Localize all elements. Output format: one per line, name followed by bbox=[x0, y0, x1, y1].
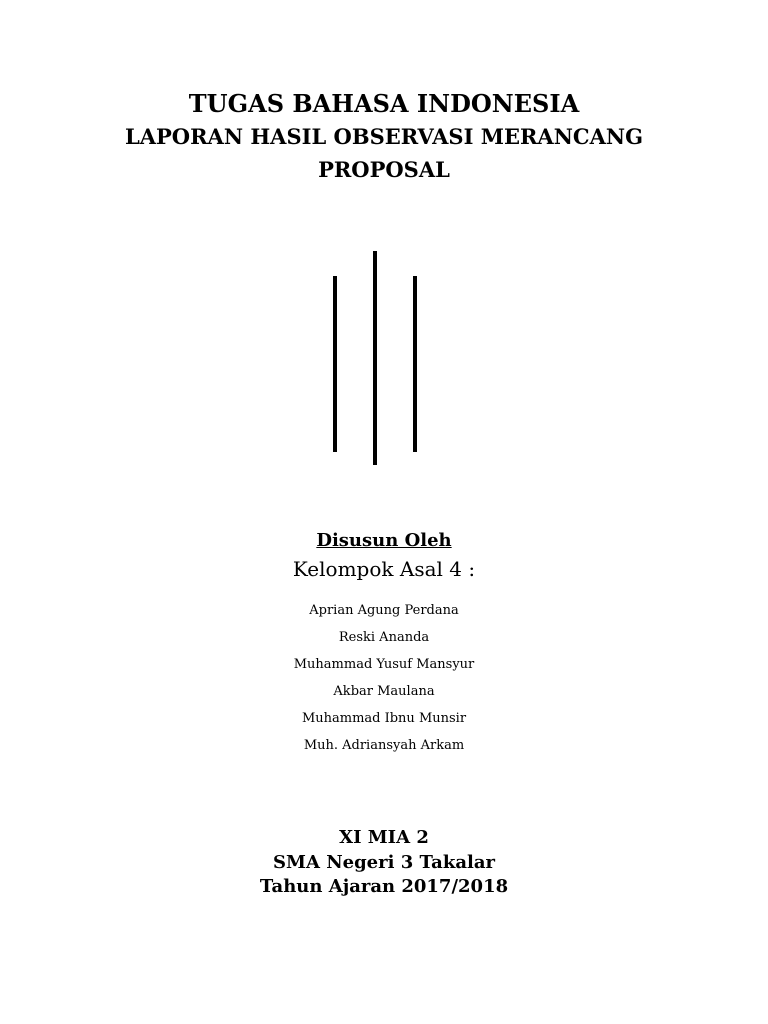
member-list bbox=[0, 600, 768, 762]
document-title: TUGAS BAHASA INDONESIA bbox=[188, 89, 580, 118]
list-item: Muh. Adriansyah Arkam bbox=[303, 738, 465, 753]
list-item: Reski Ananda bbox=[338, 630, 430, 645]
list-item: Akbar Maulana bbox=[333, 684, 435, 699]
list-item: Aprian Agung Perdana bbox=[309, 603, 459, 618]
document-subtitle-line1: LAPORAN HASIL OBSERVASI MERANCANG bbox=[124, 124, 644, 149]
school-name: SMA Negeri 3 Takalar bbox=[273, 852, 495, 873]
list-item: Muhammad Ibnu Munsir bbox=[301, 711, 467, 726]
logo-bar-middle bbox=[373, 251, 377, 465]
list-item: Muhammad Yusuf Mansyur bbox=[293, 657, 475, 672]
document-subtitle-line2: PROPOSAL bbox=[318, 157, 450, 182]
class-name: XI MIA 2 bbox=[339, 827, 429, 848]
compiled-by-label: Disusun Oleh bbox=[316, 530, 452, 551]
logo-bar-right bbox=[413, 276, 417, 452]
group-label: Kelompok Asal 4 : bbox=[292, 557, 476, 581]
logo-bar-left bbox=[333, 276, 337, 452]
academic-year: Tahun Ajaran 2017/2018 bbox=[259, 876, 509, 897]
